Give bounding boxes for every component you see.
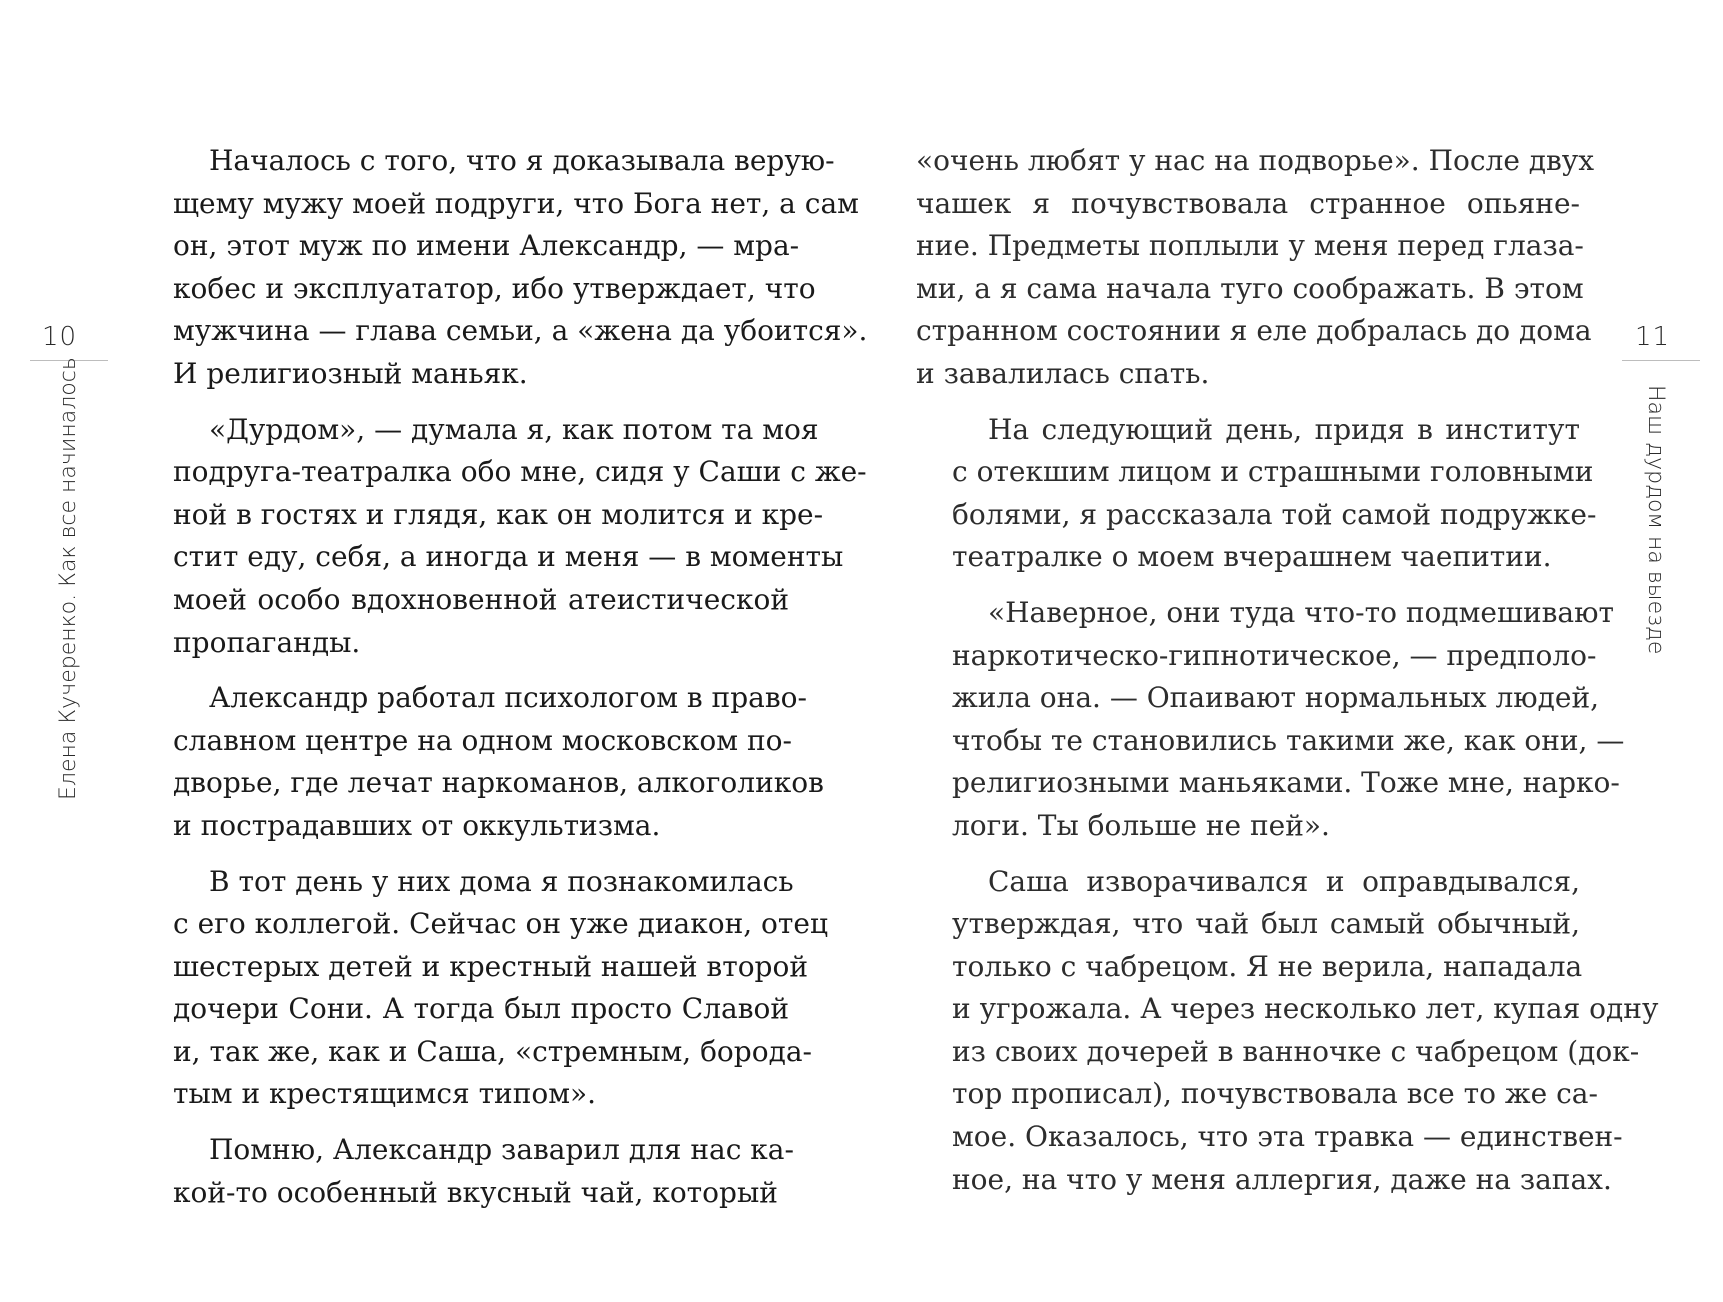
- text-line: кобес и эксплуататор, ибо утверждает, что: [173, 271, 816, 305]
- text-line: мужчина — глава семьи, а «жена да убоится».: [173, 314, 868, 348]
- right-page-rule: [1622, 360, 1700, 361]
- text-line: щему мужу моей подруги, что Бога нет, а сам: [173, 186, 859, 220]
- text-line: из своих дочерей в ванночке с чабрецом (док-: [952, 1034, 1640, 1068]
- paragraph: [916, 409, 1597, 579]
- left-running-head: Елена Кучеренко. Как все начиналось: [56, 357, 81, 800]
- text-line: тор прописал), почувствовала все то же са-: [952, 1077, 1598, 1111]
- text-line: «Дурдом», — думала я, как потом та моя: [209, 412, 819, 446]
- text-line: и завалилась спать.: [916, 356, 1210, 390]
- text-line: кой-то особенный вкусный чай, который: [173, 1175, 778, 1209]
- text-line: «очень любят у нас на подворье». После двух: [916, 144, 1595, 177]
- text-line: с его коллегой. Сейчас он уже диакон, отец: [173, 907, 828, 941]
- text-line: На следующий день, придя в институт: [988, 412, 1580, 446]
- text-line: болями, я рассказала той самой подружке-: [952, 497, 1597, 531]
- text-line: «Наверное, они туда что-то подмешивают: [988, 595, 1614, 629]
- text-line: чтобы те становились такими же, как они, —: [952, 723, 1625, 757]
- paragraph: [137, 409, 867, 665]
- paragraph: [137, 861, 828, 1117]
- text-line: странном состоянии я еле добралась до дома: [916, 314, 1592, 348]
- text-line: и, так же, как и Саша, «стремным, борода-: [173, 1034, 812, 1068]
- text-line: стит еду, себя, а иногда и меня — в моменты: [173, 540, 844, 574]
- text-line: ми, а я сама начала туго соображать. В этом: [916, 271, 1584, 305]
- text-line: Александр работал психологом в право-: [209, 681, 807, 715]
- text-line: чашек я почувствовала странное опьяне-: [916, 186, 1580, 220]
- right-running-head: Наш дурдом на выезде: [1643, 385, 1668, 655]
- text-line: моей особо вдохновенной атеистической: [173, 582, 789, 616]
- text-line: И религиозный маньяк.: [173, 356, 528, 390]
- text-line: логи. Ты больше не пей».: [952, 808, 1330, 842]
- right-page-number: 11: [1635, 322, 1671, 352]
- text-line: Началось с того, что я доказывала верую-: [209, 144, 835, 177]
- text-line: с отекшим лицом и страшными головными: [952, 455, 1594, 489]
- right-page: [860, 0, 1723, 1302]
- paragraph: [916, 140, 1595, 396]
- text-line: шестерых детей и крестный нашей второй: [173, 949, 808, 983]
- text-line: утверждая, что чай был самый обычный,: [952, 907, 1580, 941]
- text-line: наркотическо-гипнотическое, — предполо-: [952, 638, 1597, 672]
- text-line: Саша изворачивался и оправдывался,: [988, 864, 1580, 898]
- text-line: дочери Сони. А тогда был просто Славой: [173, 992, 789, 1026]
- paragraph: [137, 1129, 794, 1214]
- text-line: и угрожала. А через несколько лет, купая одну: [952, 992, 1659, 1026]
- paragraph: [137, 677, 824, 847]
- text-line: театралке о моем вчерашнем чаепитии.: [952, 540, 1552, 574]
- text-line: тым и крестящимся типом».: [173, 1077, 597, 1111]
- left-page-number: 10: [42, 322, 78, 352]
- text-line: и пострадавших от оккультизма.: [173, 808, 661, 842]
- text-line: Помню, Александр заварил для нас ка-: [209, 1133, 794, 1167]
- paragraph: [916, 592, 1625, 848]
- text-line: ние. Предметы поплыли у меня перед глаза-: [916, 229, 1584, 263]
- paragraph: [137, 140, 868, 396]
- paragraph: [916, 861, 1659, 1202]
- text-line: В тот день у них дома я познакомилась: [209, 864, 794, 898]
- text-line: он, этот муж по имени Александр, — мра-: [173, 229, 800, 263]
- text-line: мое. Оказалось, что эта травка — единствен-: [952, 1120, 1623, 1154]
- text-line: подруга-театралка обо мне, сидя у Саши с же-: [173, 455, 867, 489]
- left-page-text: [137, 140, 868, 1227]
- text-line: пропаганды.: [173, 625, 361, 659]
- text-line: религиозными маньяками. Тоже мне, нарко-: [952, 766, 1620, 800]
- text-line: жила она. — Опаивают нормальных людей,: [952, 681, 1600, 715]
- text-line: славном центре на одном московском по-: [173, 723, 792, 757]
- text-line: дворье, где лечат наркоманов, алкоголиков: [173, 766, 824, 800]
- text-line: ной в гостях и глядя, как он молится и кре-: [173, 497, 824, 531]
- text-line: ное, на что у меня аллергия, даже на запах.: [952, 1162, 1612, 1196]
- text-line: только с чабрецом. Я не верила, нападала: [952, 949, 1583, 983]
